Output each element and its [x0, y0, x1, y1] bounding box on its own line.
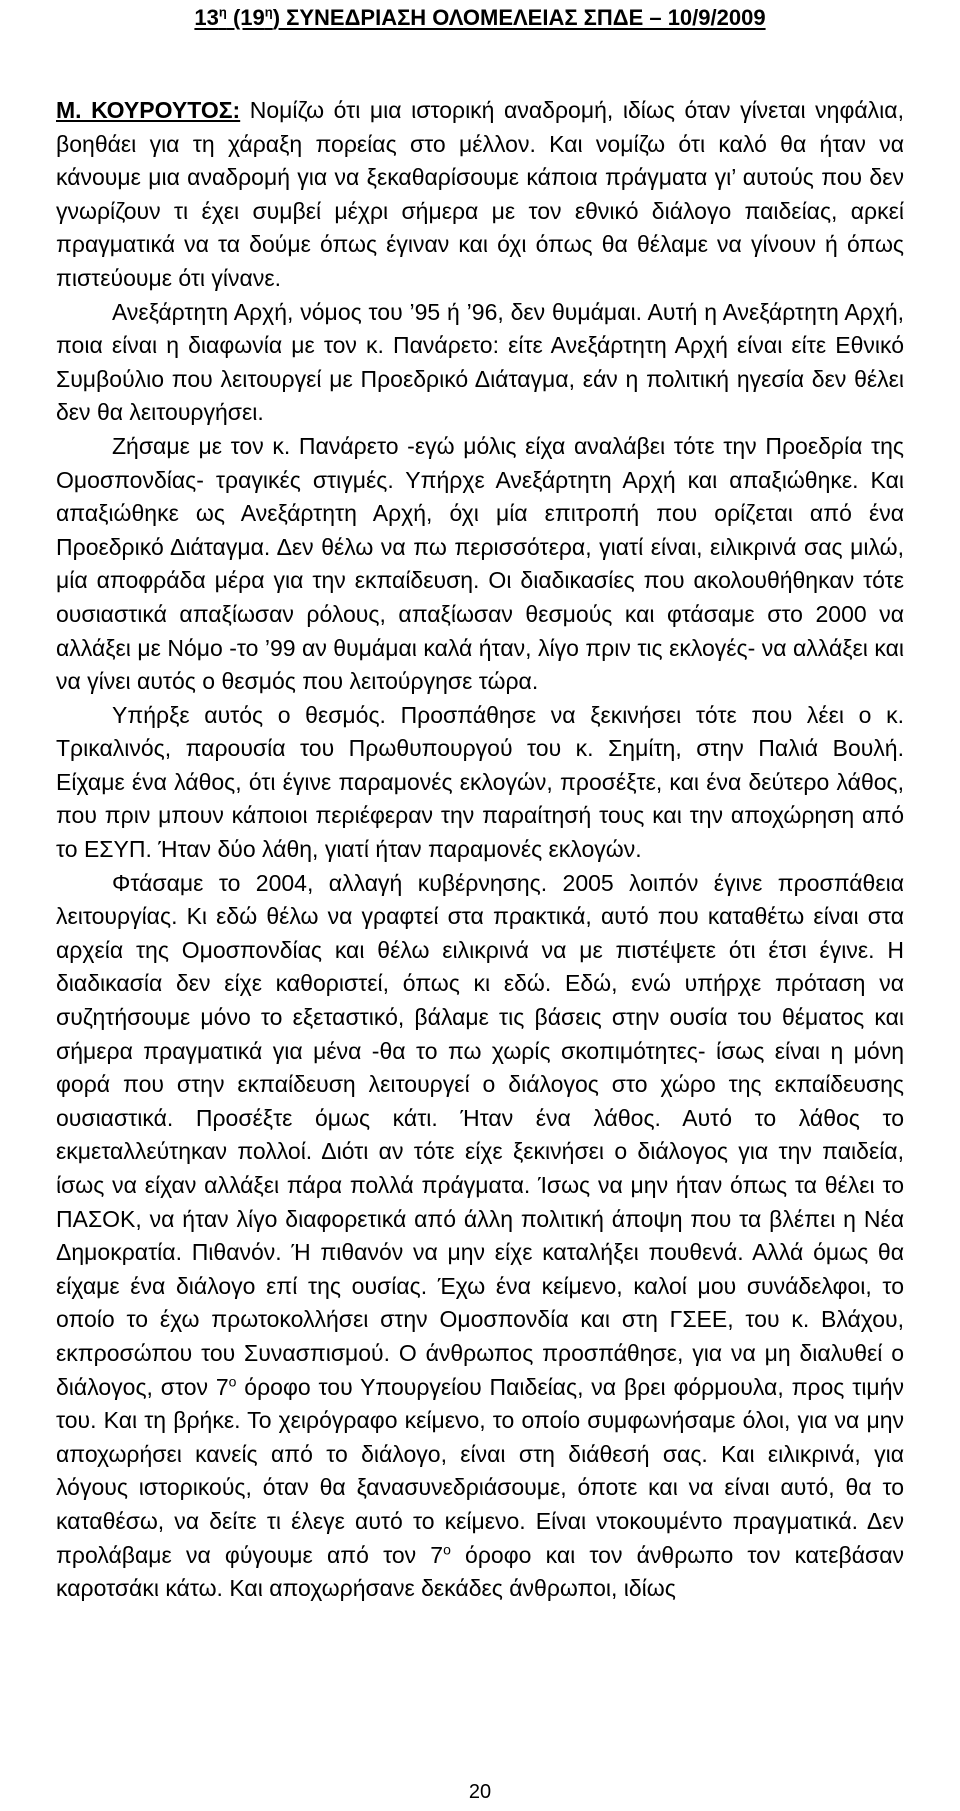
speaker-name: Μ. ΚΟΥΡΟΥΤΟΣ:	[56, 97, 241, 123]
paragraph-5-text-b: όροφο του Υπουργείου Παιδείας, να βρει φόρμουλα, προς τιμήν του. Και τη βρήκε. Το χειρόγραφο κείμενο, το οποίο συμφωνήσαμε όλοι, για να μην αποχωρήσει κανείς από το διάλογο, είναι στη διάθεσή σας. Και ειλικρινά, για λόγους ιστορικούς, όταν θα ξανασυνεδριάσουμε, όποτε και να είναι αυτό, θα το καταθέσω, να δείτε τι έλεγε αυτό το κείμενο. Είναι ντοκουμέντο πραγματικά. Δεν προλάβαμε να φύγουμε από τον 7	[56, 1373, 904, 1568]
header-ordinal-1: η	[218, 4, 227, 20]
header-text-session: (19	[226, 5, 265, 30]
paragraph-2: Ανεξάρτητη Αρχή, νόμος του ’95 ή ’96, δεν θυμάμαι. Αυτή η Ανεξάρτητη Αρχή, ποια είναι η διαφωνία με τον κ. Πανάρετο: είτε Ανεξάρτητη Αρχή είναι είτε Εθνικό Συμβούλιο που λειτουργεί με Προεδρικό Διάταγμα, εάν η πολιτική ηγεσία δεν θέλει δεν θα λειτουργήσει.	[56, 298, 904, 426]
ordinal-superscript-1: ο	[228, 1372, 237, 1389]
header-text-number: 13	[194, 5, 219, 30]
page-header	[0, 4, 960, 32]
header-text-title: ) ΣΥΝΕΔΡΙΑΣΗ ΟΛΟΜΕΛΕΙΑΣ ΣΠΔΕ – 10/9/2009	[272, 5, 766, 30]
paragraph-5-text-a: Φτάσαμε το 2004, αλλαγή κυβέρνησης. 2005 λοιπόν έγινε προσπάθεια λειτουργίας. Κι εδώ θέλω να γραφτεί στα πρακτικά, αυτό που καταθέτω είναι στα αρχεία της Ομοσπονδίας και θέλω ειλικρινά να με πιστέψετε ότι έτσι έγινε. Η διαδικασία δεν είχε καθοριστεί, όπως κι εδώ. Εδώ, ενώ υπήρχε πρόταση να συζητήσουμε μόνο το εξεταστικό, βάλαμε τις βάσεις στην ουσία του θέματος και σήμερα πραγματικά για μένα -θα το πω χωρίς σκοπιμότητες- ίσως είναι η μόνη φορά που στην εκπαίδευση λειτουργεί ο διάλογος στο χώρο της εκπαίδευσης ουσιαστικά. Προσέξτε όμως κάτι. Ήταν ένα λάθος. Αυτό το λάθος το εκμεταλλεύτηκαν πολλοί. Διότι αν τότε είχε ξεκινήσει ο διάλογος για την παιδεία, ίσως να είχαν αλλάξει πάρα πολλά πράγματα. Ίσως να μην ήταν όπως τα θέλει το ΠΑΣΟΚ, να ήταν λίγο διαφορετικά από άλλη πολιτική άποψη που τα βλέπει η Νέα Δημοκρατία. Πιθανόν. Ή πιθανόν να μην είχε καταλήξει πουθενά. Αλλά όμως θα είχαμε ένα διάλογο επί της ουσίας. Έχω ένα κείμενο, καλοί μου συνάδελφοι, το οποίο το έχω πρωτοκολλήσει στην Ομοσπονδία και στη ΓΣΕΕ, του κ. Βλάχου, εκπροσώπου του Συνασπισμού. Ο άνθρωπος προσπάθησε, για να μη διαλυθεί ο διάλογος, στον 7	[56, 869, 904, 1400]
paragraph-1	[56, 94, 904, 296]
ordinal-superscript-2: ο	[443, 1540, 451, 1557]
paragraph-5	[56, 867, 904, 1606]
paragraph-4: Υπήρξε αυτός ο θεσμός. Προσπάθησε να ξεκινήσει τότε που λέει ο κ. Τρικαλινός, παρουσία του Πρωθυπουργού του κ. Σημίτη, στην Παλιά Βουλή. Είχαμε ένα λάθος, ότι έγινε παραμονές εκλογών, προσέξτε, και ένα δεύτερο λάθος, που πριν μπουν κάποιοι περιέφεραν την παραίτησή τους και την αποχώρηση από το ΕΣΥΠ. Ήταν δύο λάθη, γιατί ήταν παραμονές εκλογών.	[56, 701, 904, 863]
transcript-body	[56, 94, 904, 1606]
paragraph-3: Ζήσαμε με τον κ. Πανάρετο -εγώ μόλις είχα αναλάβει τότε την Προεδρία της Ομοσπονδίας- τραγικές στιγμές. Υπήρχε Ανεξάρτητη Αρχή και απαξιώθηκε. Και απαξιώθηκε ως Ανεξάρτητη Αρχή, όχι μία επιτροπή που ορίζεται από ένα Προεδρικό Διάταγμα. Δεν θέλω να πω περισσότερα, γιατί είναι, ειλικρινά σας μιλώ, μία αποφράδα μέρα για την εκπαίδευση. Οι διαδικασίες που ακολουθήθηκαν τότε ουσιαστικά απαξίωσαν ρόλους, απαξίωσαν θεσμούς και φτάσαμε στο 2000 να αλλάξει με Νόμο -το ’99 αν θυμάμαι καλά ήταν, λίγο πριν τις εκλογές- να αλλάξει και να γίνει αυτός ο θεσμός που λειτούργησε τώρα.	[56, 432, 904, 695]
paragraph-1-text: Νομίζω ότι μια ιστορική αναδρομή, ιδίως όταν γίνεται νηφάλια, βοηθάει για τη χάραξη πορείας στο μέλλον. Και νομίζω ότι καλό θα ήταν να κάνουμε μια αναδρομή για να ξεκαθαρίσουμε κάποια πράγματα γι’ αυτούς που δεν γνωρίζουν τι έχει συμβεί μέχρι σήμερα με τον εθνικό διάλογο παιδείας, αρκεί πραγματικά να τα δούμε όπως έγιναν και όχι όπως θα θέλαμε να γίνουν ή όπως πιστεύουμε ότι γίνανε.	[56, 97, 904, 291]
paragraph-5-text-c: όροφο και τον άνθρωπο τον κατεβάσαν καροτσάκι κάτω. Και αποχωρήσανε δεκάδες άνθρωποι, ιδίως	[56, 1541, 905, 1602]
header-ordinal-2: η	[264, 4, 273, 20]
page-number: 20	[468, 1781, 492, 1803]
